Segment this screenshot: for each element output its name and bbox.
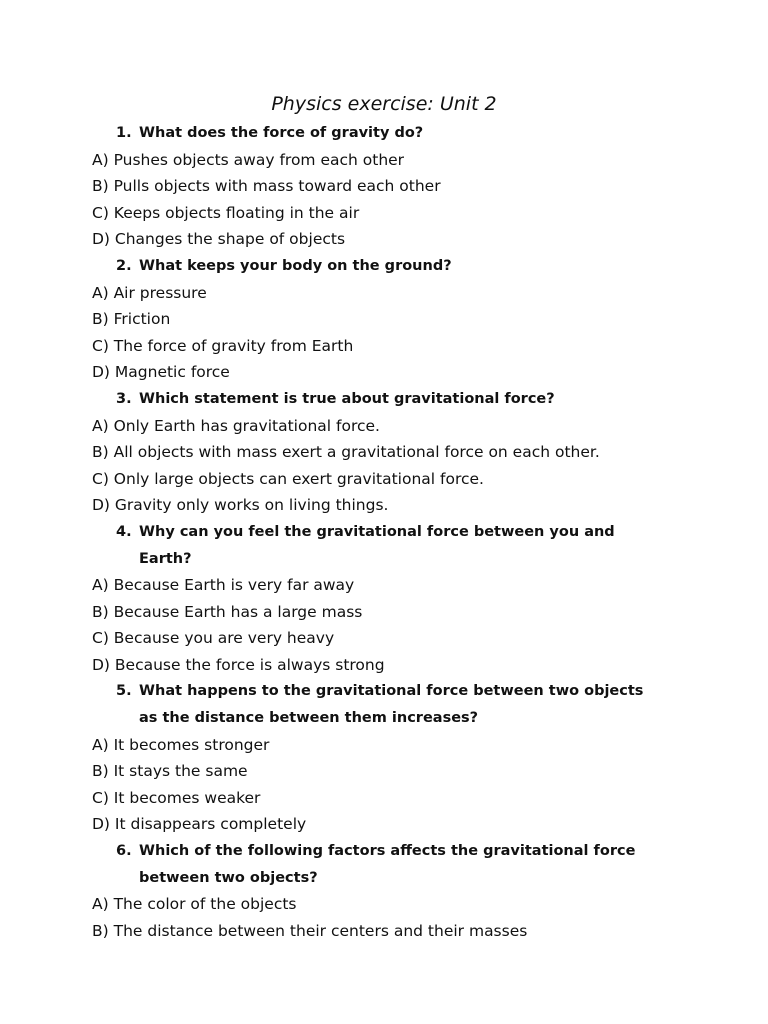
answer-option: A) Air pressure — [92, 283, 207, 302]
question-number: 3. — [116, 390, 132, 407]
question-text: What happens to the gravitational force between two objects as the distance between them increases? — [139, 683, 644, 727]
answer-option: A) It becomes stronger — [92, 735, 270, 754]
question-number: 2. — [116, 257, 132, 274]
question-heading — [92, 120, 692, 147]
question-text: Which of the following factors affects the gravitational force between two objects? — [139, 843, 636, 886]
answer-option: D) Magnetic force — [92, 363, 230, 382]
question-heading — [92, 253, 692, 280]
question-text: Which statement is true about gravitational force? — [139, 390, 555, 407]
answer-option: B) Friction — [92, 310, 171, 329]
answer-option: D) Gravity only works on living things. — [92, 496, 389, 515]
answer-option: C) The force of gravity from Earth — [92, 336, 354, 355]
answer-option: B) All objects with mass exert a gravitational force on each other. — [92, 443, 600, 462]
document-title: Physics exercise: Unit 2 — [271, 93, 497, 115]
answer-option: A) Because Earth is very far away — [92, 576, 355, 595]
question-heading — [92, 519, 692, 572]
question-heading — [92, 386, 692, 413]
question-text: What does the force of gravity do? — [139, 125, 424, 141]
answer-option: A) Pushes objects away from each other — [92, 150, 405, 169]
answer-option: B) Because Earth has a large mass — [92, 602, 363, 621]
answer-option: D) Changes the shape of objects — [92, 230, 346, 249]
answer-option: C) Because you are very heavy — [92, 629, 335, 648]
question-heading — [92, 838, 692, 891]
answer-option: A) Only Earth has gravitational force. — [92, 416, 380, 435]
question-text: Why can you feel the gravitational force between you and Earth? — [139, 523, 615, 567]
question-text: What keeps your body on the ground? — [139, 257, 452, 274]
question-number: 4. — [116, 523, 132, 540]
question-list — [92, 120, 692, 944]
answer-option: C) Keeps objects floating in the air — [92, 203, 360, 222]
answer-option: C) It becomes weaker — [92, 788, 261, 807]
question-heading — [92, 678, 692, 731]
answer-option: C) Only large objects can exert gravitational force. — [92, 469, 484, 488]
answer-option: B) It stays the same — [92, 762, 248, 781]
question-number: 1. — [116, 125, 132, 141]
answer-option: B) The distance between their centers and their masses — [92, 921, 528, 940]
answer-option: A) The color of the objects — [92, 895, 297, 914]
answer-option: D) Because the force is always strong — [92, 655, 385, 674]
answer-option: D) It disappears completely — [92, 815, 307, 834]
question-number: 6. — [116, 843, 132, 860]
answer-option: B) Pulls objects with mass toward each other — [92, 177, 441, 196]
question-number: 5. — [116, 683, 132, 700]
